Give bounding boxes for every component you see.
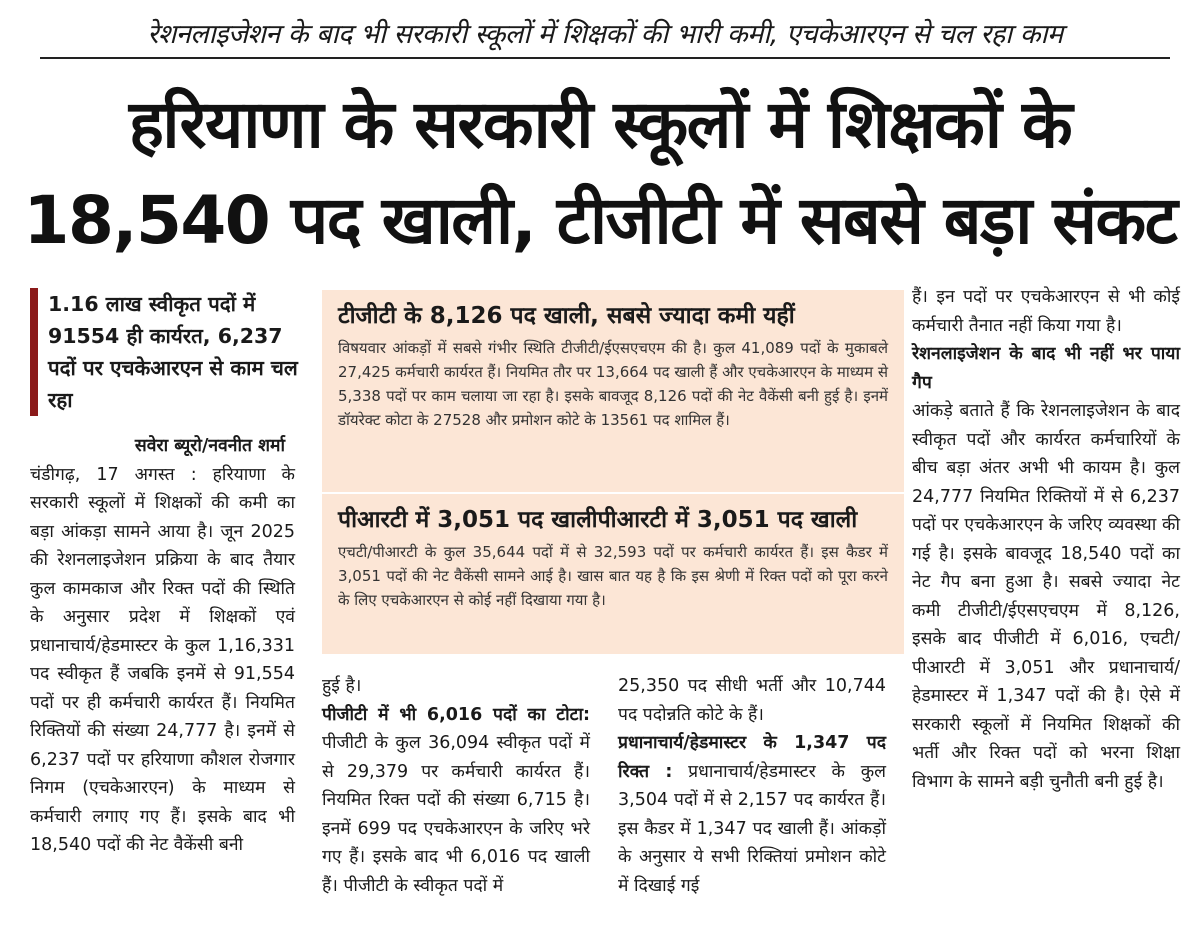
side-callout: 1.16 लाख स्वीकृत पदों में 91554 ही कार्यरत, 6,237 पदों पर एचकेआरएन से काम चल रहा — [30, 288, 310, 416]
column-3 — [618, 672, 886, 900]
column-3-lead: 25,350 पद सीधी भर्ती और 10,744 पद पदोन्नति कोटे के हैं। — [618, 676, 886, 725]
column-1 — [30, 432, 295, 860]
column-2-lead: हुई है। — [322, 676, 362, 696]
headline-line1: हरियाणा के सरकारी स्कूलों में शिक्षकों के — [128, 86, 1072, 163]
tgt-box — [322, 290, 904, 492]
column-1-text: चंडीगढ़, 17 अगस्त : हरियाणा के सरकारी स्कूलों में शिक्षकों की कमी का बड़ा आंकड़ा सामने आया है। जून 2025 की रेशनलाइजेशन प्रक्रिया के बाद तैयार कुल कामकाज और रिक्त पदों की स्थिति के अनुसार प्रदेश में शिक्षकों एवं प्रधानाचार्य/हेडमास्टर के कुल 1,16,331 पद स्वीकृत हैं जबकि इनमें से 91,554 पदों पर ही कर्मचारी कार्यरत हैं। नियमित रिक्तियों की संख्या 24,777 है। इनमें से 6,237 पदों पर हरियाणा कौशल रोजगार निगम (एचकेआरएन) के माध्यम से कर्मचारी लगाए गए हैं। इसके बाद भी 18,540 पदों की नेट वैकेंसी बनी — [30, 464, 295, 855]
tgt-box-body: विषयवार आंकड़ों में सबसे गंभीर स्थिति टीजीटी/ईएसएचएम की है। कुल 41,089 पदों के मुकाबले 27,425 कर्मचारी कार्यरत हैं। नियमित तौर पर 13,664 पद खाली हैं और एचकेआरएन के माध्यम से 5,338 पदों पर काम चलाया जा रहा है। इसके बावजूद 8,126 पदों की नेट वैकेंसी बनी हुई है। इनमें डॉयरेक्ट कोटा के 27528 और प्रमोशन कोटे के 13561 पद शामिल हैं। — [338, 339, 888, 429]
column-2-text: पीजीटी के कुल 36,094 स्वीकृत पदों में से 29,379 पर कर्मचारी कार्यरत हैं। नियमित रिक्त पदों की संख्या 6,715 है। इनमें 699 पद एचकेआरएन के जरिए भरे गए हैं। इसके बाद भी 6,016 पद खाली हैं। पीजीटी के स्वीकृत पदों में — [322, 733, 590, 896]
column-4 — [912, 283, 1180, 796]
headline-line2: 18,540 पद खाली, टीजीटी में सबसे बड़ा संकट — [23, 182, 1177, 259]
column-3-body — [618, 729, 886, 900]
column-3-text: प्रधानाचार्य/हेडमास्टर के कुल 3,504 पदों में से 2,157 पद कार्यरत हैं। इस कैडर में 1,347 पद खाली हैं। आंकड़ों के अनुसार ये सभी रिक्तियां प्रमोशन कोटे में दिखाई गई — [618, 761, 886, 896]
principal-subhead: प्रधानाचार्य/हेडमास्टर के 1,347 पद रिक्त : — [618, 733, 886, 782]
byline: सवेरा ब्यूरो/नवनीत शर्मा — [134, 436, 285, 456]
column-2-body — [322, 701, 590, 901]
prt-box — [322, 494, 904, 654]
kicker: रेशनलाइजेशन के बाद भी सरकारी स्कूलों में शिक्षकों की भारी कमी, एचकेआरएन से चल रहा काम — [40, 14, 1170, 59]
gap-subhead: रेशनलाइजेशन के बाद भी नहीं भर पाया गैप — [912, 344, 1180, 393]
prt-box-title: पीआरटी में 3,051 पद खालीपीआरटी में 3,051 पद खाली — [338, 507, 858, 533]
pgt-subhead: पीजीटी में भी 6,016 पदों का टोटा: — [322, 704, 590, 725]
prt-box-body: एचटी/पीआरटी के कुल 35,644 पदों में से 32,593 पदों पर कर्मचारी कार्यरत हैं। इस कैडर में 3,051 पदों की नेट वैकेंसी सामने आई है। खास बात यह है कि इस श्रेणी में रिक्त पदों को पूरा करने के लिए एचकेआरएन से कोई नहीं दिखाया गया है। — [338, 543, 888, 609]
column-4-lead: हैं। इन पदों पर एचकेआरएन से भी कोई कर्मचारी तैनात नहीं किया गया है। — [912, 287, 1180, 336]
column-4-text: आंकड़े बताते हैं कि रेशनलाइजेशन के बाद स्वीकृत पदों और कार्यरत कर्मचारियों के बीच बड़ा अंतर अभी भी कायम है। कुल 24,777 नियमित रिक्तियों में से 6,237 पदों पर एचकेआरएन के जरिए व्यवस्था की गई है। इसके बावजूद 18,540 पदों का नेट गैप बना हुआ है। सबसे ज्यादा नेट कमी टीजीटी/ईएसएचएम में 8,126, इसके बाद पीजीटी में 6,016, एचटी/पीआरटी में 3,051 और प्रधानाचार्य/हेडमास्टर में 1,347 पदों की है। ऐसे में सरकारी स्कूलों में नियमित शिक्षकों की भर्ती और रिक्त पदों को भरना शिक्षा विभाग के सामने बड़ी चुनौती बनी हुई है। — [912, 401, 1180, 792]
tgt-box-title: टीजीटी के 8,126 पद खाली, सबसे ज्यादा कमी यहीं — [338, 303, 795, 329]
column-2 — [322, 672, 590, 900]
